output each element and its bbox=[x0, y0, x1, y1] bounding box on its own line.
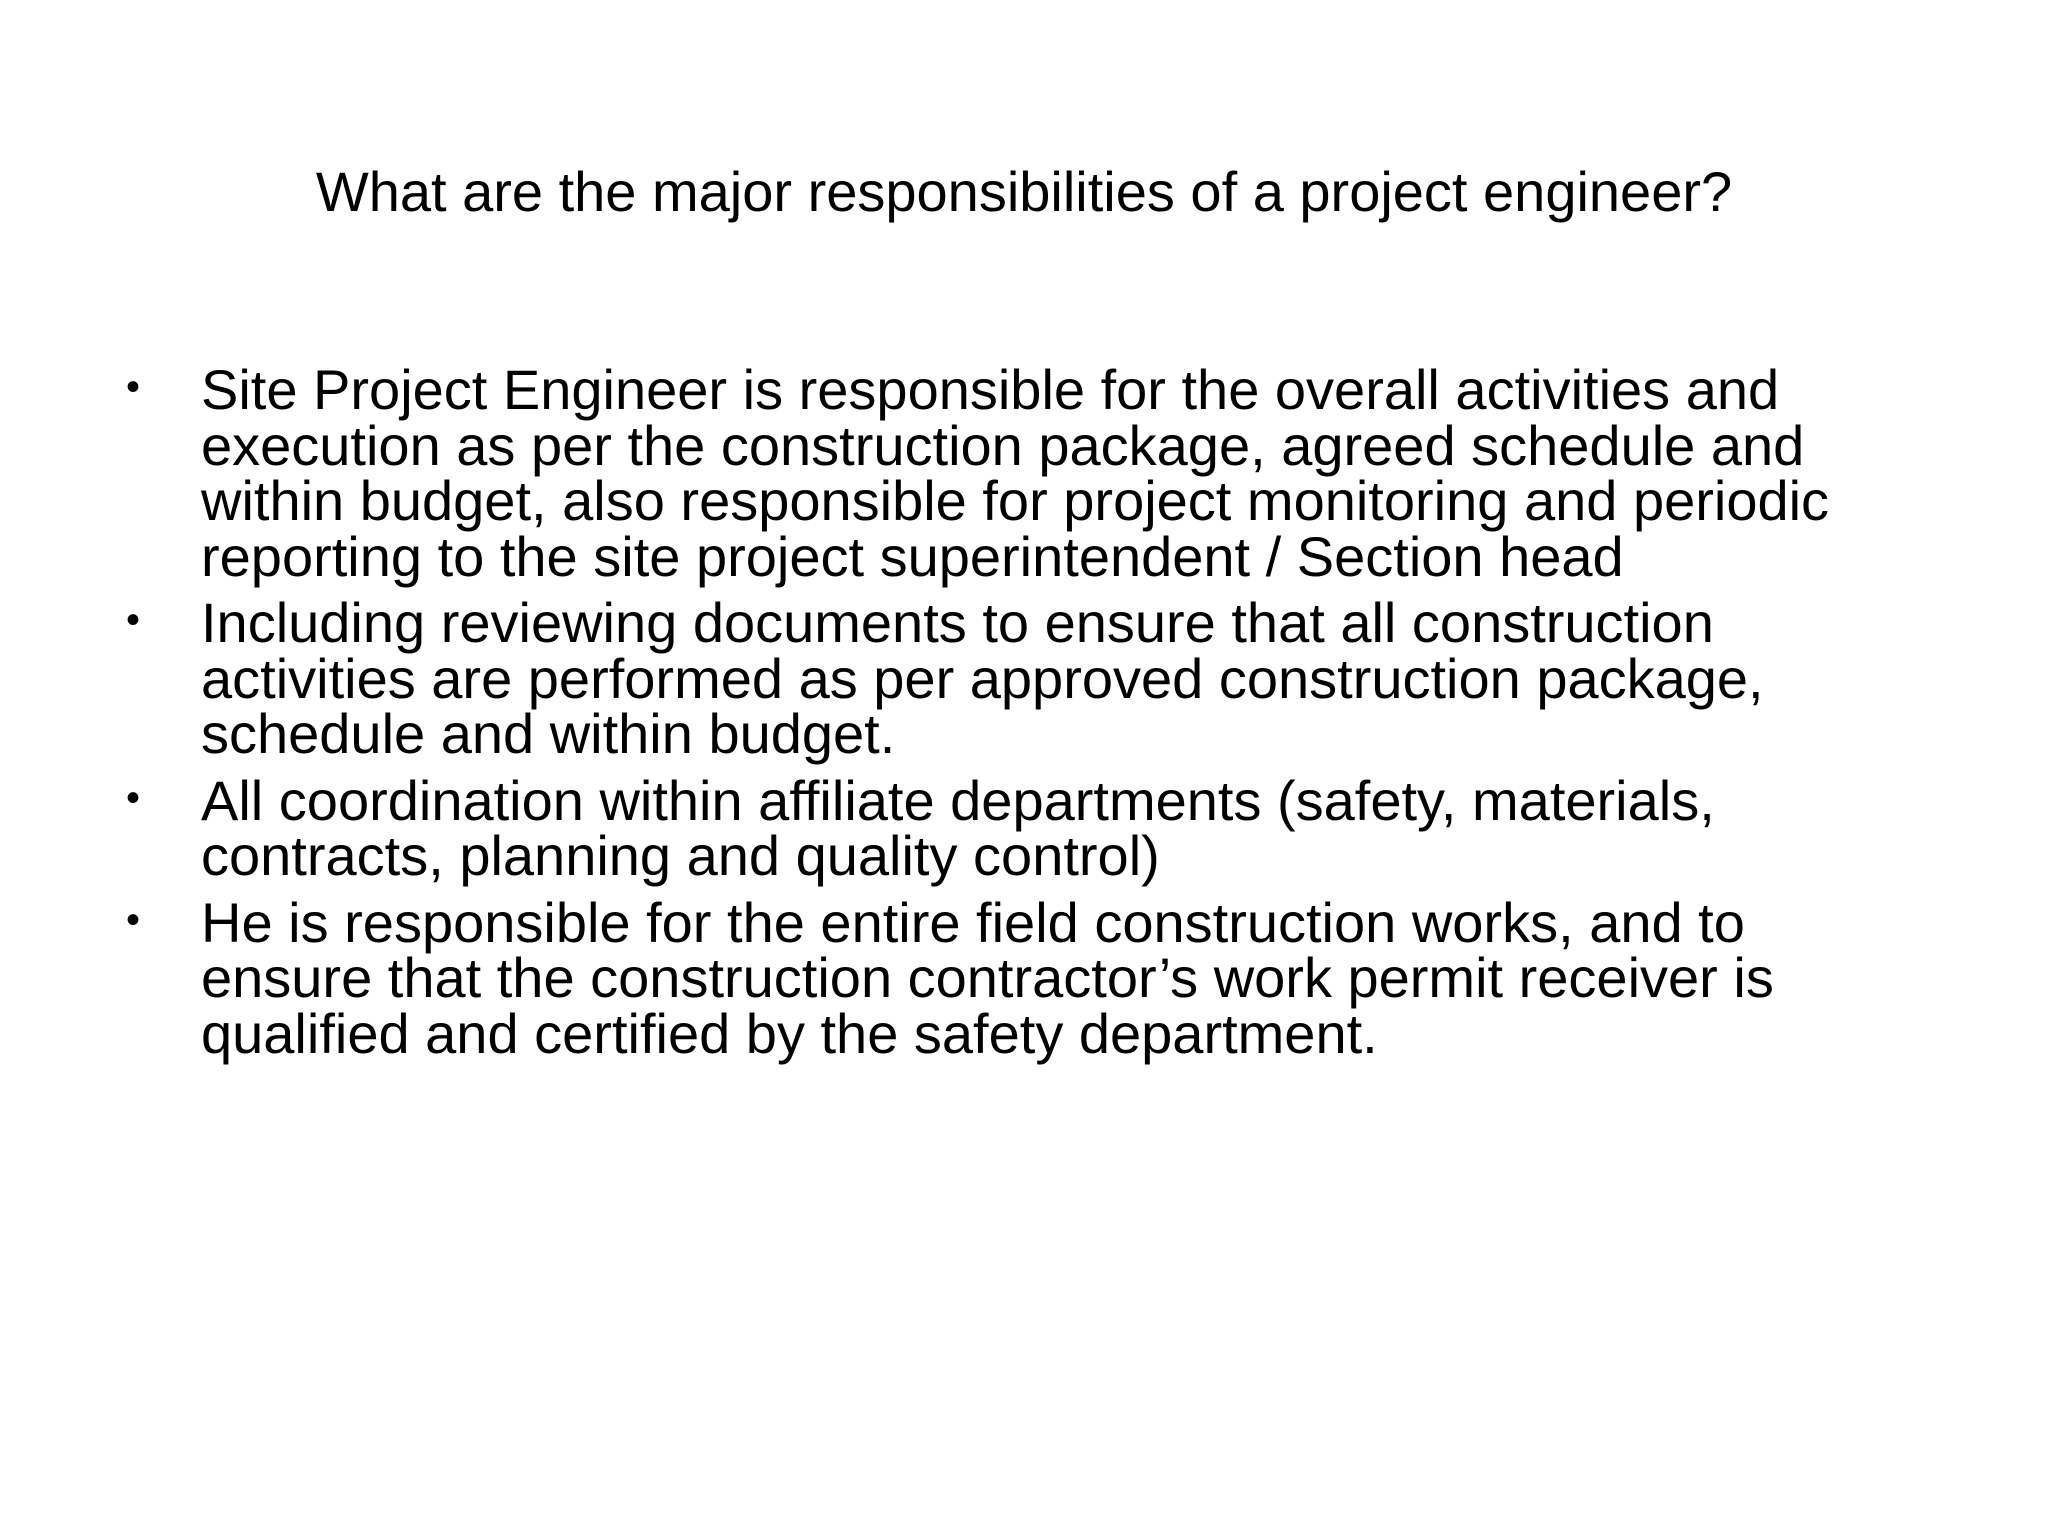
bullet-item-1 bbox=[0, 358, 1911, 588]
bullet-item-4 bbox=[0, 890, 1911, 1065]
bullet-list bbox=[0, 358, 2048, 1072]
bullet-text: Including reviewing documents to ensure that all construction activities are performed as per approved construction package, schedule and within budget. bbox=[201, 591, 1764, 765]
bullet-icon: • bbox=[126, 598, 141, 642]
bullet-icon: • bbox=[126, 775, 141, 820]
bullet-icon: • bbox=[126, 897, 141, 942]
bullet-text: He is responsible for the entire field construction works, and to ensure that the construction contractor’s work permit receiver is qualified and certified by the safety department. bbox=[201, 890, 1774, 1065]
bullet-text: Site Project Engineer is responsible for the overall activities and execution as per the construction package, agreed schedule and within budget, also responsible for project monitoring and periodic reporting to the site project superintendent / Section head bbox=[201, 358, 1830, 588]
bullet-icon: • bbox=[126, 365, 141, 409]
bullet-item-2 bbox=[0, 591, 1911, 765]
bullet-text: All coordination within affiliate departments (safety, materials, contracts, planning and quality control) bbox=[201, 768, 1715, 887]
slide-title: What are the major responsibilities of a project engineer? bbox=[315, 160, 1733, 223]
bullet-item-3 bbox=[0, 768, 1911, 887]
